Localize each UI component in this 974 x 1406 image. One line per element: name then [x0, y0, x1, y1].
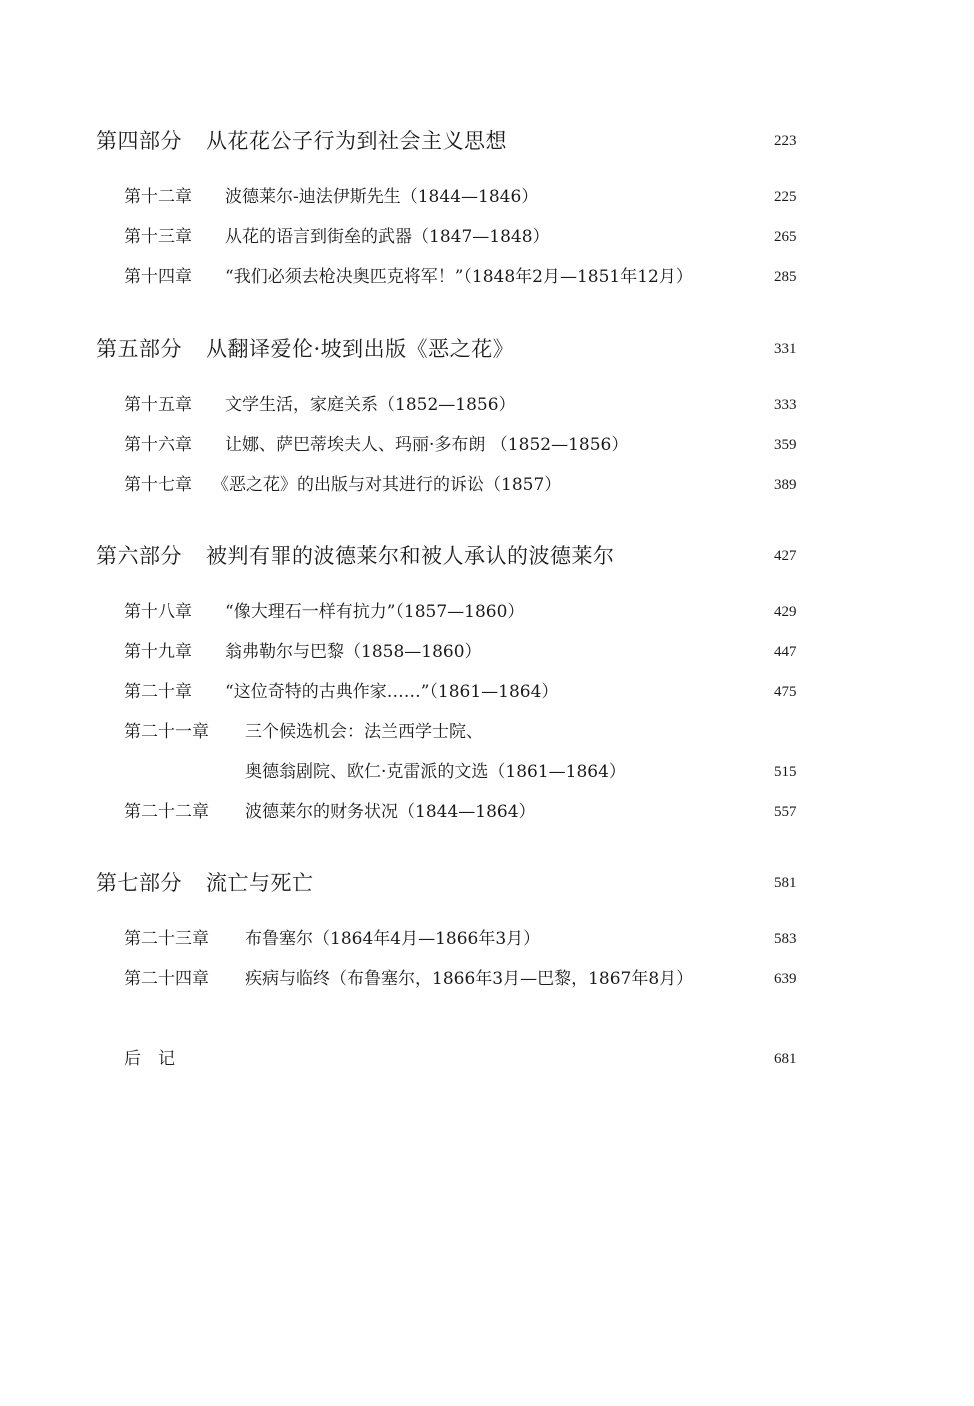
chapter-label: 第十六章 [124, 435, 192, 455]
page-number: 583 [774, 931, 797, 947]
page-number: 515 [774, 764, 797, 780]
part-title: 第六部分 被判有罪的波德莱尔和被人承认的波德莱尔 [96, 544, 615, 568]
chapter-label: 第十二章 [124, 187, 192, 207]
chapter-title: 三个候选机会：法兰西学士院、 [245, 722, 483, 742]
part-title: 第四部分 从花花公子行为到社会主义思想 [96, 129, 507, 153]
page-number: 557 [774, 804, 797, 820]
chapter-title: “像大理石一样有抗力”（1857—1860） [225, 602, 525, 622]
page-number: 331 [774, 341, 797, 357]
page-number: 681 [774, 1051, 797, 1067]
chapter-title: 疾病与临终（布鲁塞尔，1866年3月—巴黎，1867年8月） [245, 969, 694, 989]
chapter-title: 波德莱尔的财务状况（1844—1864） [245, 802, 536, 822]
chapter-label: 第十七章 [124, 475, 192, 495]
chapter-title: 文学生活，家庭关系（1852—1856） [225, 395, 516, 415]
chapter-title: “这位奇特的古典作家……”（1861—1864） [225, 682, 559, 702]
page-number: 389 [774, 477, 797, 493]
part-title: 第七部分 流亡与死亡 [96, 871, 314, 895]
chapter-title: 波德莱尔-迪法伊斯先生（1844—1846） [225, 187, 539, 207]
page-number: 639 [774, 971, 797, 987]
afterword-label: 后 记 [124, 1049, 175, 1069]
chapter-title: 从花的语言到街垒的武器（1847—1848） [225, 227, 550, 247]
chapter-label: 第十五章 [124, 395, 192, 415]
chapter-label: 第二十四章 [124, 969, 209, 989]
page-number: 427 [774, 548, 797, 564]
chapter-label: 第十九章 [124, 642, 192, 662]
chapter-label: 第二十二章 [124, 802, 209, 822]
chapter-label: 第二十一章 [124, 722, 209, 742]
page-number: 265 [774, 229, 797, 245]
page-number: 429 [774, 604, 797, 620]
chapter-label: 第十三章 [124, 227, 192, 247]
chapter-title: 让娜、萨巴蒂埃夫人、玛丽·多布朗 （1852—1856） [225, 435, 629, 455]
chapter-title: 《恶之花》的出版与对其进行的诉讼（1857） [212, 475, 562, 495]
chapter-label: 第二十三章 [124, 929, 209, 949]
chapter-label: 第十四章 [124, 267, 192, 287]
page-number: 285 [774, 269, 797, 285]
chapter-label: 第十八章 [124, 602, 192, 622]
page-number: 333 [774, 397, 797, 413]
chapter-title: 翁弗勒尔与巴黎（1858—1860） [225, 642, 482, 662]
page-number: 475 [774, 684, 797, 700]
part-title: 第五部分 从翻译爱伦·坡到出版《恶之花》 [96, 337, 515, 361]
page-number: 447 [774, 644, 797, 660]
chapter-title: “我们必须去枪决奥匹克将军！”（1848年2月—1851年12月） [225, 267, 693, 287]
page-number: 359 [774, 437, 797, 453]
chapter-label: 第二十章 [124, 682, 192, 702]
chapter-title: 布鲁塞尔（1864年4月—1866年3月） [245, 929, 541, 949]
page-number: 581 [774, 875, 797, 891]
chapter-title-line2: 奥德翁剧院、欧仁·克雷派的文选（1861—1864） [245, 762, 626, 782]
page-number: 223 [774, 133, 797, 149]
page-number: 225 [774, 189, 797, 205]
